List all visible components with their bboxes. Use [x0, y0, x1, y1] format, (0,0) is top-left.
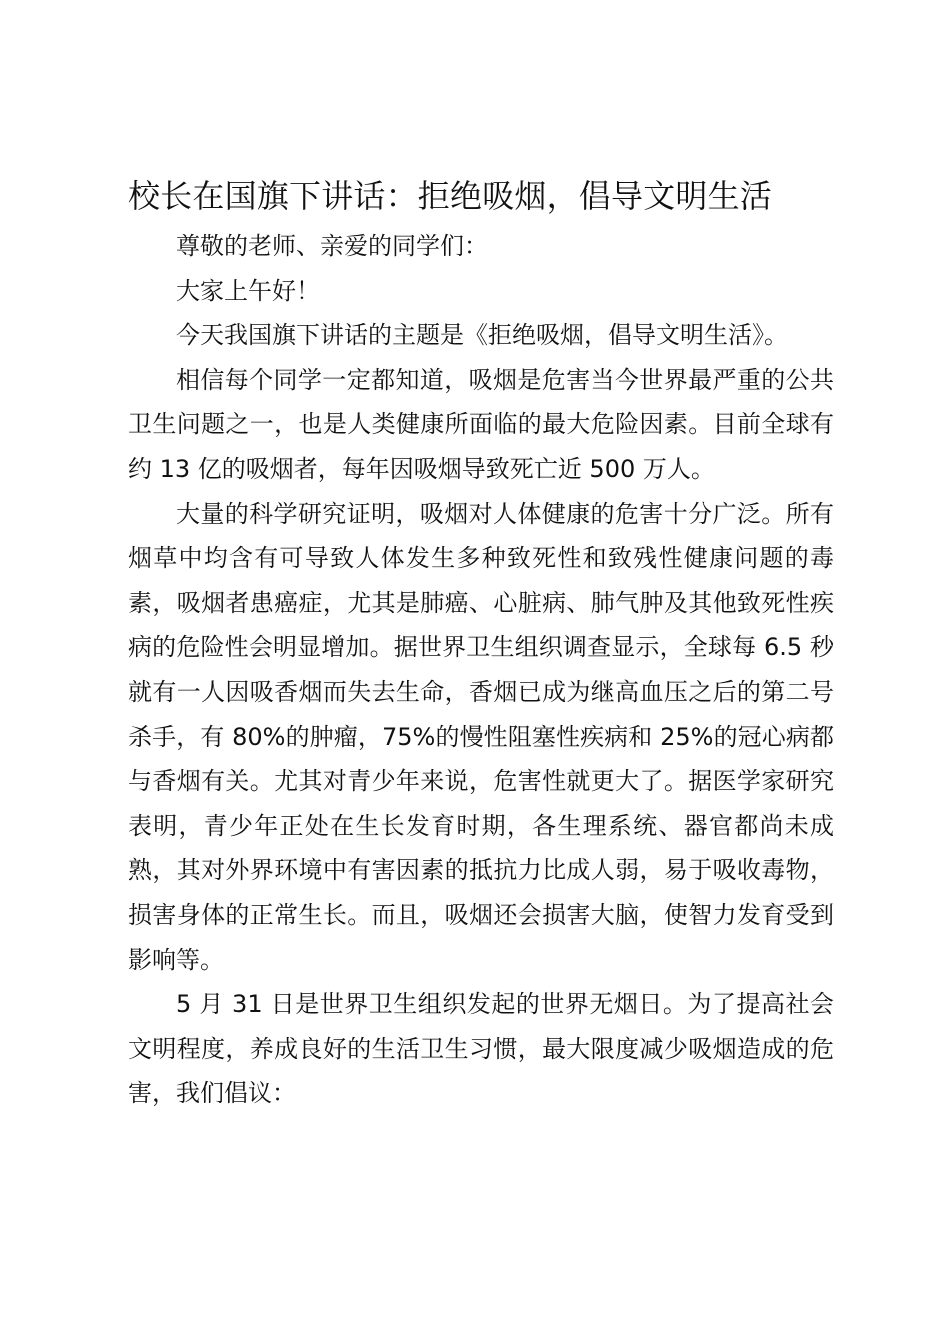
topic-paragraph: 今天我国旗下讲话的主题是《拒绝吸烟，倡导文明生活》。	[176, 321, 788, 350]
document-title: 校长在国旗下讲话：拒绝吸烟，倡导文明生活	[128, 177, 773, 215]
body-paragraph: 大量的科学研究证明，吸烟对人体健康的危害十分广泛。所有烟草中均含有可导致人体发生多种致死性和致残性健康问题的毒素，吸烟者患癌症，尤其是肺癌、心脏病、肺气肿及其他致死性疾病的危险性会明显增加。据世界卫生组织调查显示，全球每 6.5 秒就有一人因吸香烟而失去生命，香烟已成为继高血压之后的第二号杀手，有 80%的肿瘤，75%的慢性阻塞性疾病和 25%的冠心病都与香烟有关。尤其对青少年来说，危害性就更大了。据医学家研究表明，青少年正处在生长发育时期，各生理系统、器官都尚未成熟，其对外界环境中有害因素的抵抗力比成人弱，易于吸收毒物，损害身体的正常生长。而且，吸烟还会损害大脑，使智力发育受到影响等。	[128, 499, 834, 974]
body-paragraph: 5 月 31 日是世界卫生组织发起的世界无烟日。为了提高社会文明程度，养成良好的生活卫生习惯，最大限度减少吸烟造成的危害，我们倡议：	[128, 990, 834, 1108]
salutation-paragraph: 尊敬的老师、亲爱的同学们：	[176, 232, 488, 260]
document-body	[128, 224, 834, 1116]
greeting-paragraph: 大家上午好！	[176, 276, 320, 305]
body-paragraph: 相信每个同学一定都知道，吸烟是危害当今世界最严重的公共卫生问题之一，也是人类健康所面临的最大危险因素。目前全球有约 13 亿的吸烟者，每年因吸烟导致死亡近 500 万人。	[128, 365, 834, 483]
